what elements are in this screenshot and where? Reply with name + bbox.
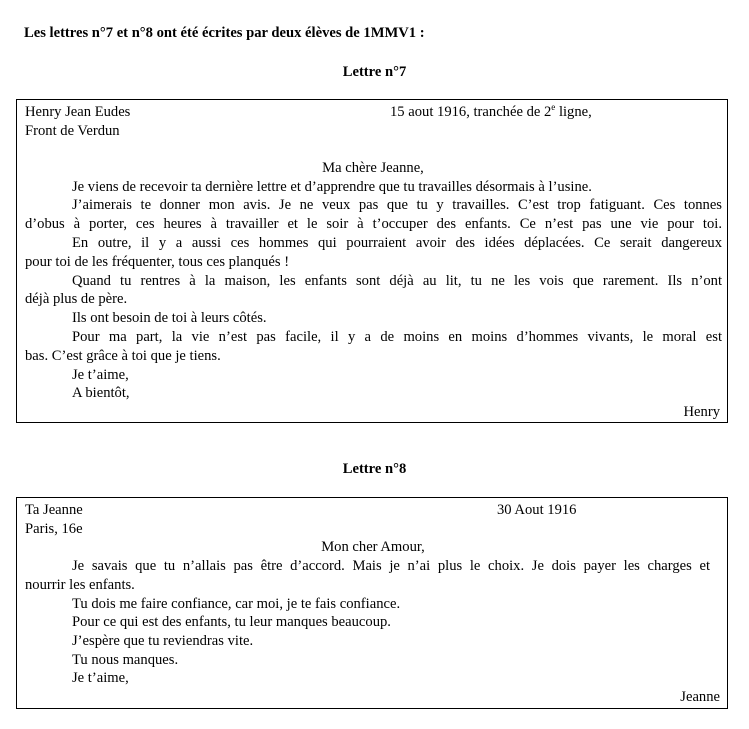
letter7-box <box>16 99 728 423</box>
letter7-signature: Henry <box>683 404 720 420</box>
letter7-salutation: Ma chère Jeanne, <box>322 160 424 176</box>
letter7-body-line: J’aimerais te donner mon avis. Je ne veux pas que tu y travailles. C’est trop fatiguant. Ces tonnes <box>72 197 722 213</box>
letter8-salutation: Mon cher Amour, <box>321 539 425 555</box>
letter8-body-line: Pour ce qui est des enfants, tu leur manques beaucoup. <box>72 614 391 630</box>
letter7-body-line: Je viens de recevoir ta dernière lettre et d’apprendre que tu travailles désormais à l’usine. <box>72 179 592 195</box>
letter7-body-line: Je t’aime, <box>72 367 129 383</box>
letter8-body-line: Tu nous manques. <box>72 652 179 668</box>
letter8-author: Ta Jeanne <box>25 502 83 518</box>
letter7-title: Lettre n°7 <box>342 64 407 80</box>
letter7-body-line: Quand tu rentres à la maison, les enfants sont déjà au lit, tu ne les vois que rarement. Ils n’ont <box>72 273 722 289</box>
letter8-body-line: Je savais que tu n’allais pas être d’accord. Mais je n’ai plus le choix. Je dois payer les charges et <box>72 558 710 574</box>
letter8-signature: Jeanne <box>680 689 720 705</box>
letter8-body-line: Tu dois me faire confiance, car moi, je te fais confiance. <box>72 596 401 612</box>
intro-heading: Les lettres n°7 et n°8 ont été écrites par deux élèves de 1MMV1 : <box>24 25 425 41</box>
letter8-title: Lettre n°8 <box>342 461 407 477</box>
letter7-body-line: bas. C’est grâce à toi que je tiens. <box>25 348 221 364</box>
letter7-body-line: d’obus à porter, ces heures à travailler et le soir à t’occuper des enfants. Ce n’est pas une vie pour toi. <box>25 216 722 232</box>
letter8-body-line: Je t’aime, <box>72 670 129 686</box>
letter7-body-line: En outre, il y a aussi ces hommes qui pourraient avoir des idées déplacées. Ce serait dangereux <box>72 235 722 251</box>
letter7-place: Front de Verdun <box>25 123 120 139</box>
letter7-body-line: déjà plus de père. <box>25 291 128 307</box>
letter8-body-line: nourrir les enfants. <box>25 577 135 593</box>
letter7-body-line: Ils ont besoin de toi à leurs côtés. <box>72 310 267 326</box>
letter8-body-line: J’espère que tu reviendras vite. <box>72 633 254 649</box>
letter8-date: 30 Aout 1916 <box>497 502 577 518</box>
letter7-body-line: A bientôt, <box>72 385 130 401</box>
letter8-place: Paris, 16e <box>25 521 83 537</box>
letter7-body-line: pour toi de les fréquenter, tous ces planqués ! <box>25 254 290 270</box>
letter7-date: 15 aout 1916, tranchée de 2e ligne, <box>390 102 592 120</box>
letter7-author: Henry Jean Eudes <box>25 104 131 120</box>
letter8-box <box>16 497 728 709</box>
letter7-body-line: Pour ma part, la vie n’est pas facile, il y a de moins en moins d’hommes vivants, le moral est <box>72 329 722 345</box>
